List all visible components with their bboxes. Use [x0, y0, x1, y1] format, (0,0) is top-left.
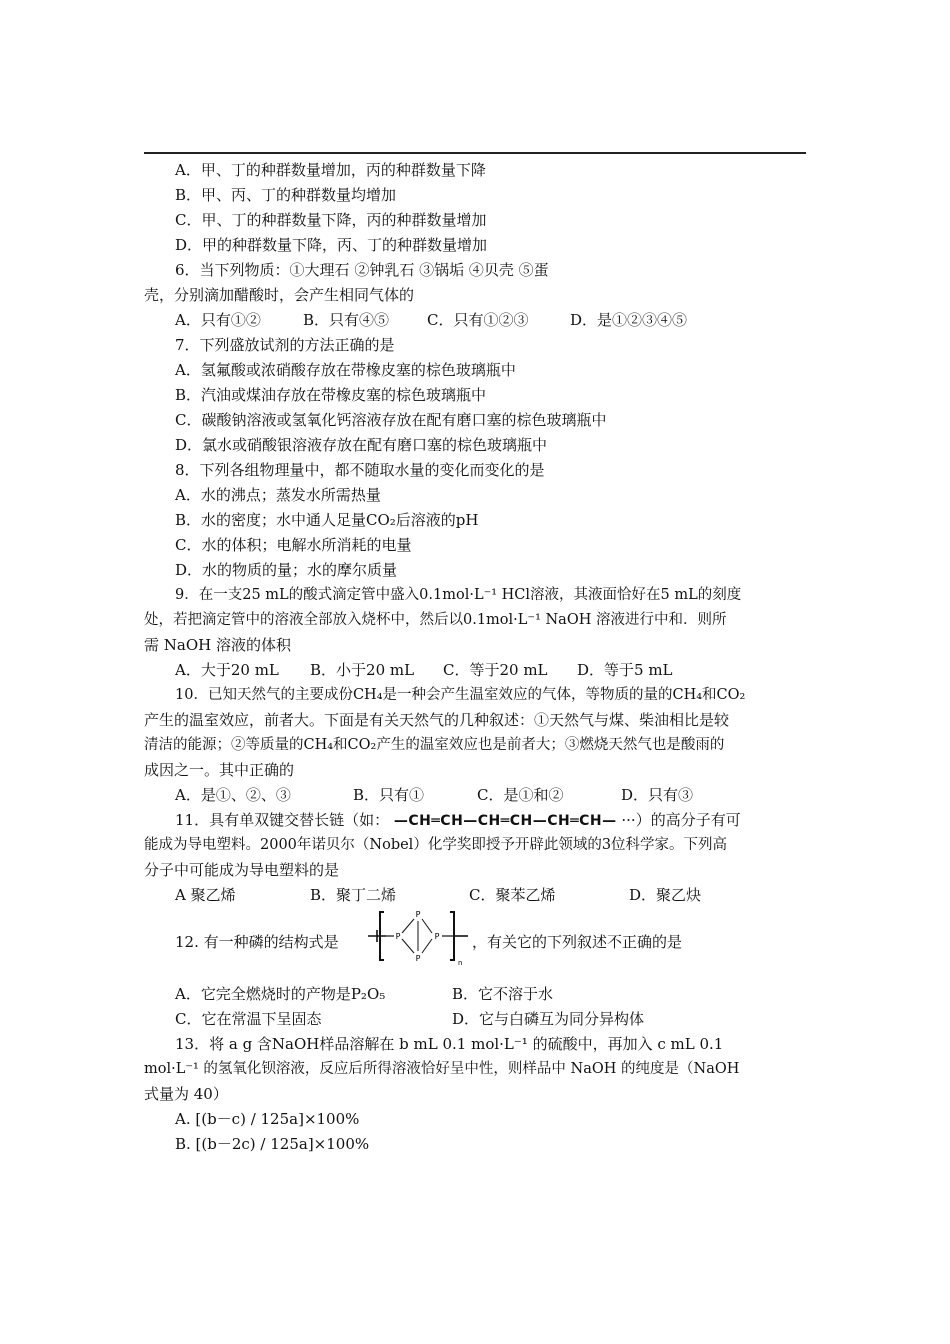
q11-options: [175, 885, 775, 905]
q9-options: [175, 660, 775, 680]
q13-stem-line3: 式量为 40）: [144, 1085, 228, 1103]
q10-stem-line4: 成因之一。其中正确的: [144, 761, 295, 779]
q12-option-b: B．它不溶于水: [452, 985, 554, 1003]
q5-option-a: A．甲、丁的种群数量增加，丙的种群数量下降: [175, 161, 486, 179]
q12-stem-post: ，有关它的下列叙述不正确的是: [472, 933, 683, 951]
struct-atom-left: P: [395, 932, 401, 941]
q8-option-b: B．水的密度；水中通人足量CO₂后溶液的pH: [175, 511, 479, 529]
q11-stem-pre: 11．具有单双键交替长链（如：: [175, 811, 390, 829]
q9-stem-line3: 需 NaOH 溶液的体积: [144, 636, 291, 654]
struct-atom-right: P: [434, 932, 440, 941]
q11-stem-line2: 能成为导电塑料。2000年诺贝尔（Nobel）化学奖即授予开辟此领域的3位科学家。下列高: [144, 837, 728, 853]
q10-option-d: D．只有③: [621, 786, 694, 804]
q10-option-a: A．是①、②、③: [175, 786, 291, 804]
q11-stem-line1: [175, 810, 741, 831]
q11-stem-line3: 分子中可能成为导电塑料的是: [144, 861, 340, 879]
phosphorus-structure: [368, 906, 468, 966]
q12-option-c: C．它在常温下呈固态: [175, 1010, 322, 1028]
q10-options: [175, 785, 775, 805]
q9-option-a: A．大于20 mL: [175, 661, 279, 679]
q10-option-c: C．是①和②: [477, 786, 564, 804]
q11-option-d: D．聚乙炔: [629, 886, 702, 904]
struct-atom-bottom: P: [415, 954, 421, 963]
q10-stem-line2: 产生的温室效应，前者大。下面是有关天然气的几种叙述：①天然气与煤、柴油相比是较: [144, 711, 730, 729]
q7-option-b: B．汽油或煤油存放在带橡皮塞的棕色玻璃瓶中: [175, 386, 487, 404]
q12-option-d: D．它与白磷互为同分异构体: [452, 1010, 645, 1028]
q9-stem-line2: 处，若把滴定管中的溶液全部放入烧杯中，然后以0.1mol·L⁻¹ NaOH 溶液进行中和．则所: [144, 612, 727, 628]
q6-stem-line1: 6．当下列物质：①大理石 ②钟乳石 ③锅垢 ④贝壳 ⑤蛋: [175, 261, 549, 279]
q7-option-a: A．氢氟酸或浓硝酸存放在带橡皮塞的棕色玻璃瓶中: [175, 361, 516, 379]
q11-chain-formula: —CH═CH—CH═CH—CH═CH—: [393, 813, 617, 829]
q12-option-a: A．它完全燃烧时的产物是P₂O₅: [175, 985, 386, 1003]
q9-option-b: B．小于20 mL: [310, 661, 415, 679]
q13-option-b: B. [(b－2c) / 125a]×100%: [175, 1135, 370, 1153]
q9-option-c: C．等于20 mL: [443, 661, 548, 679]
q6-option-a: A．只有①②: [175, 311, 261, 329]
q6-option-d: D．是①②③④⑤: [570, 311, 688, 329]
q6-options: [175, 310, 775, 330]
q5-option-d: D．甲的种群数量下降，丙、丁的种群数量增加: [175, 236, 488, 254]
q13-option-a: A. [(b－c) / 125a]×100%: [175, 1110, 360, 1128]
q5-option-b: B．甲、丙、丁的种群数量均增加: [175, 186, 397, 204]
q8-stem: 8．下列各组物理量中，都不随取水量的变化而变化的是: [175, 461, 545, 479]
q12-stem-pre: 12. 有一种磷的结构式是: [175, 933, 339, 951]
q6-option-b: B．只有④⑤: [303, 311, 390, 329]
q10-stem-line1: 10．已知天然气的主要成份CH₄是一种会产生温室效应的气体，等物质的量的CH₄和CO₂: [175, 687, 746, 703]
q11-option-a: A 聚乙烯: [175, 886, 236, 904]
q8-option-d: D．水的物质的量；水的摩尔质量: [175, 561, 398, 579]
q7-option-d: D．氯水或硝酸银溶液存放在配有磨口塞的棕色玻璃瓶中: [175, 436, 548, 454]
q10-stem-line3: 清洁的能源；②等质量的CH₄和CO₂产生的温室效应也是前者大；③燃烧天然气也是酸雨的: [144, 737, 725, 753]
q5-option-c: C．甲、丁的种群数量下降，丙的种群数量增加: [175, 211, 487, 229]
q8-option-a: A．水的沸点；蒸发水所需热量: [175, 486, 381, 504]
q9-option-d: D．等于5 mL: [577, 661, 673, 679]
header-rule: [144, 152, 806, 154]
q8-option-c: C．水的体积；电解水所消耗的电量: [175, 536, 412, 554]
q11-stem-post: ···）的高分子有可: [621, 811, 741, 829]
q11-option-b: B．聚丁二烯: [310, 886, 397, 904]
q6-option-c: C．只有①②③: [427, 311, 529, 329]
q9-stem-line1: 9．在一支25 mL的酸式滴定管中盛入0.1mol·L⁻¹ HCl溶液，其液面恰好在5 mL的刻度: [175, 587, 742, 603]
q10-option-b: B．只有①: [353, 786, 425, 804]
q13-stem-line1: 13．将 a g 含NaOH样品溶解在 b mL 0.1 mol·L⁻¹ 的硫酸中，再加入 c mL 0.1: [175, 1035, 724, 1053]
struct-subscript-n: n: [458, 959, 463, 966]
q6-stem-line2: 壳，分别滴加醋酸时，会产生相同气体的: [144, 286, 415, 304]
q13-stem-line2: mol·L⁻¹ 的氢氧化钡溶液，反应后所得溶液恰好呈中性，则样品中 NaOH 的纯度是（NaOH: [144, 1061, 740, 1077]
struct-atom-top: P: [415, 910, 421, 919]
q11-option-c: C．聚苯乙烯: [469, 886, 556, 904]
q7-stem: 7．下列盛放试剂的方法正确的是: [175, 336, 395, 354]
q7-option-c: C．碳酸钠溶液或氢氧化钙溶液存放在配有磨口塞的棕色玻璃瓶中: [175, 411, 607, 429]
